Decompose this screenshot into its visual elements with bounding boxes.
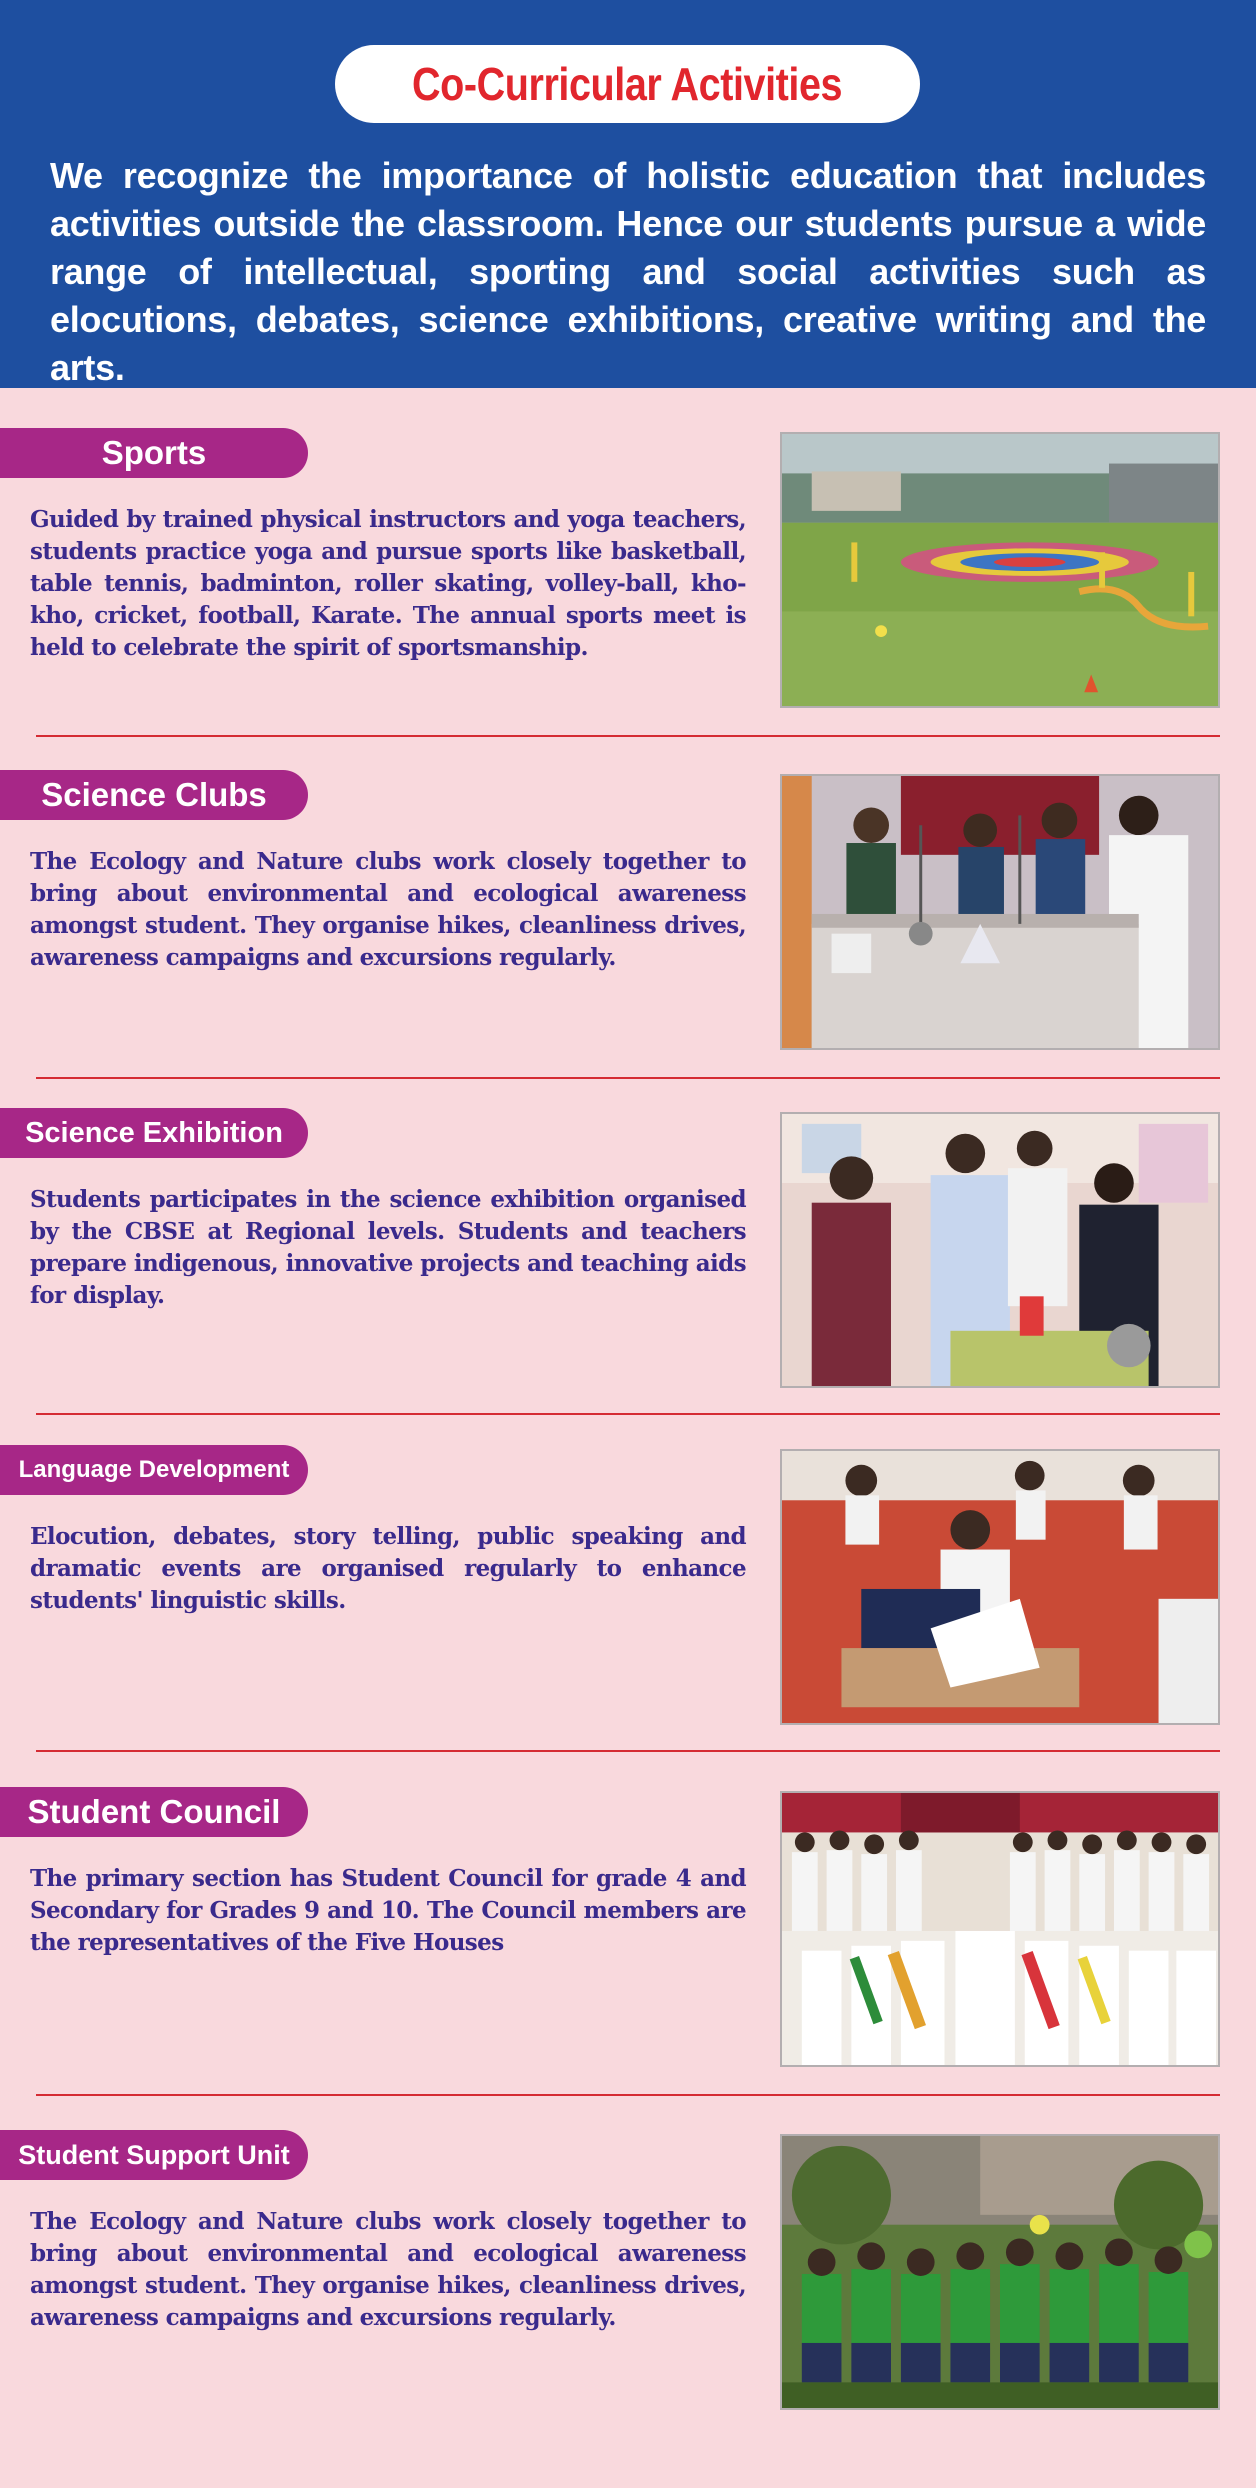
section-tag-language-development (0, 1445, 308, 1495)
science-clubs-photo (780, 774, 1220, 1050)
section-text: The Ecology and Nature clubs work closely together to bring about environmental and ecological awareness amongst student. They organise hikes, cleanliness drives, awareness campaigns and excursions regularly. (30, 2208, 746, 2331)
section-tag-science-exhibition (0, 1108, 308, 1158)
section-tag-sports (0, 428, 308, 478)
section-heading: Sports (101, 434, 207, 471)
section-divider (36, 1413, 1220, 1415)
section-divider (36, 1077, 1220, 1079)
section-text: The Ecology and Nature clubs work closely together to bring about environmental and ecological awareness amongst student. They organise hikes, cleanliness drives, awareness campaigns and excursions regularly. (30, 848, 746, 971)
section-text: The primary section has Student Council for grade 4 and Secondary for Grades 9 and 10. The Council members are the representatives of the Five Houses (30, 1865, 746, 1956)
intro-paragraph: We recognize the importance of holistic education that includes activities outside the classroom. Hence our students pursue a wide range of intellectual, sporting and social activities such as elocutions, debates, science exhibitions, creative writing and the arts. (50, 155, 1206, 388)
student-council-photo (780, 1791, 1220, 2067)
section-heading: Student Support Unit (18, 2139, 290, 2170)
section-divider (36, 2094, 1220, 2096)
science-exhibition-photo (780, 1112, 1220, 1388)
section-divider (36, 735, 1220, 737)
page-title: Co-Curricular Activities (412, 58, 843, 110)
header-banner (0, 0, 1256, 388)
section-heading: Science Clubs (41, 776, 267, 813)
sports-photo (780, 432, 1220, 708)
student-support-unit-photo (780, 2134, 1220, 2410)
section-text: Guided by trained physical instructors and yoga teachers, students practice yoga and pursue sports like basketball, table tennis, badminton, roller skating, volley-ball, kho-kho, cricket, football, Karate. The annual sports meet is held to celebrate the spirit of sportsmanship. (30, 506, 746, 661)
section-heading: Science Exhibition (25, 1116, 283, 1149)
section-tag-student-council (0, 1787, 308, 1837)
section-text: Elocution, debates, story telling, public speaking and dramatic events are organised regularly to enhance students' linguistic skills. (30, 1523, 746, 1614)
section-divider (36, 1750, 1220, 1752)
section-text: Students participates in the science exhibition organised by the CBSE at Regional levels. Students and teachers prepare indigenous, innovative projects and teaching aids for display. (30, 1186, 746, 1309)
section-tag-science-clubs (0, 770, 308, 820)
section-heading: Language Development (18, 1456, 290, 1483)
section-heading: Student Council (27, 1793, 281, 1830)
language-development-photo (780, 1449, 1220, 1725)
section-tag-student-support-unit (0, 2130, 308, 2180)
title-pill (335, 45, 920, 123)
